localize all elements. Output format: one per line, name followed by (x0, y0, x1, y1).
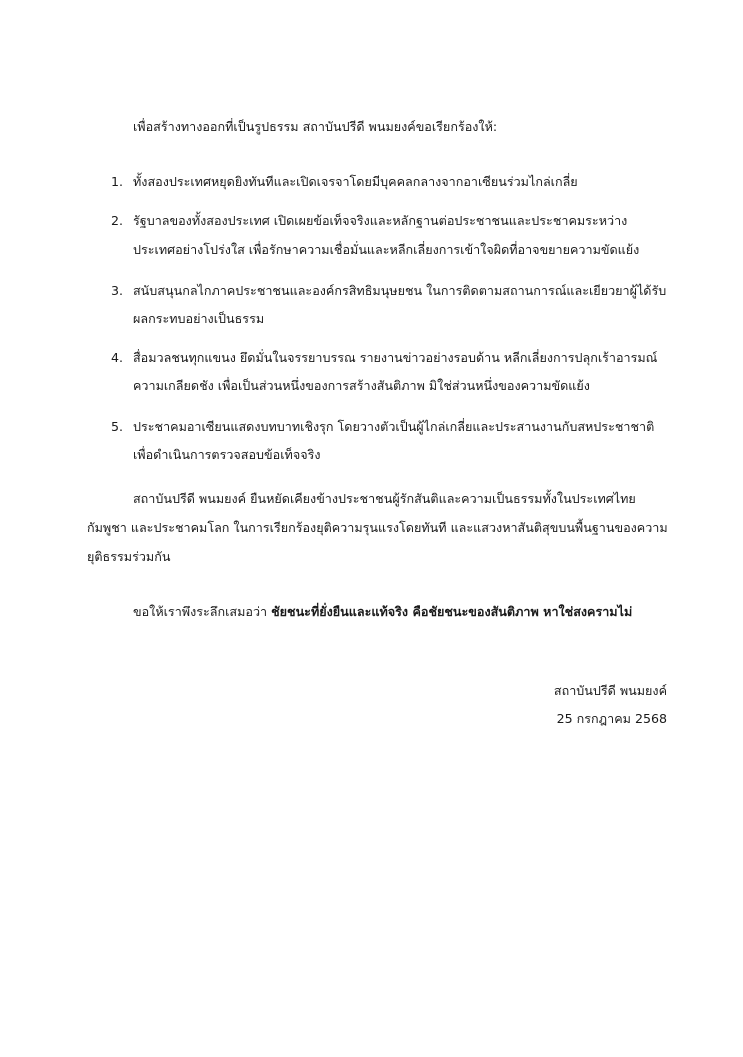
demand-line: สื่อมวลชนทุกแขนง ยึดมั่นในจรรยาบรรณ รายงานข่าวอย่างรอบด้าน หลีกเลี่ยงการปลุกเร้าอารมณ์ (133, 350, 658, 365)
signature-date: 25 กรกฎาคม 2568 (556, 711, 667, 726)
demand-line: ประเทศอย่างโปร่งใส เพื่อรักษาความเชื่อมั่นและหลีกเลี่ยงการเข้าใจผิดที่อาจขยายความขัดแย้ง (133, 242, 640, 257)
demand-line: รัฐบาลของทั้งสองประเทศ เปิดเผยข้อเท็จจริงและหลักฐานต่อประชาชนและประชาคมระหว่าง (133, 213, 628, 228)
demand-line: ความเกลียดชัง เพื่อเป็นส่วนหนึ่งของการสร้างสันติภาพ มิใช่ส่วนหนึ่งของความขัดแย้ง (133, 378, 590, 393)
demand-number: 5. (111, 419, 124, 434)
stance-line: ยุติธรรมร่วมกัน (87, 549, 171, 564)
demand-line: ผลกระทบอย่างเป็นธรรม (133, 311, 265, 326)
demand-number: 3. (111, 283, 124, 298)
stance-line: สถาบันปรีดี พนมยงค์ ยืนหยัดเคียงข้างประชาชนผู้รักสันติและความเป็นธรรมทั้งในประเทศไทย (133, 491, 636, 506)
demand-number: 1. (111, 174, 124, 189)
stance-line: กัมพูชา และประชาคมโลก ในการเรียกร้องยุติความรุนแรงโดยทันที และแสวงหาสันติสุขบนพื้นฐานของความ (87, 520, 668, 535)
closing-prefix: ขอให้เราพึงระลึกเสมอว่า (133, 604, 272, 619)
signature-org: สถาบันปรีดี พนมยงค์ (553, 683, 667, 698)
intro-text: เพื่อสร้างทางออกที่เป็นรูปธรรม สถาบันปรีดี พนมยงค์ขอเรียกร้องให้: (133, 119, 498, 134)
closing-emphasis: ชัยชนะที่ยั่งยืนและแท้จริง คือชัยชนะของสันติภาพ หาใช่สงครามไม่ (271, 604, 633, 619)
demand-number: 4. (111, 350, 124, 365)
demand-number: 2. (111, 213, 124, 228)
demand-line: เพื่อดำเนินการตรวจสอบข้อเท็จจริง (133, 447, 321, 462)
closing-statement (133, 603, 632, 621)
demand-line: สนับสนุนกลไกภาคประชาชนและองค์กรสิทธิมนุษยชน ในการติดตามสถานการณ์และเยียวยาผู้ได้รับ (133, 283, 667, 298)
demand-line: ทั้งสองประเทศหยุดยิงทันทีและเปิดเจรจาโดยมีบุคคลกลางจากอาเซียนร่วมไกล่เกลี่ย (133, 174, 578, 189)
demand-line: ประชาคมอาเซียนแสดงบทบาทเชิงรุก โดยวางตัวเป็นผู้ไกล่เกลี่ยและประสานงานกับสหประชาชาติ (133, 419, 655, 434)
